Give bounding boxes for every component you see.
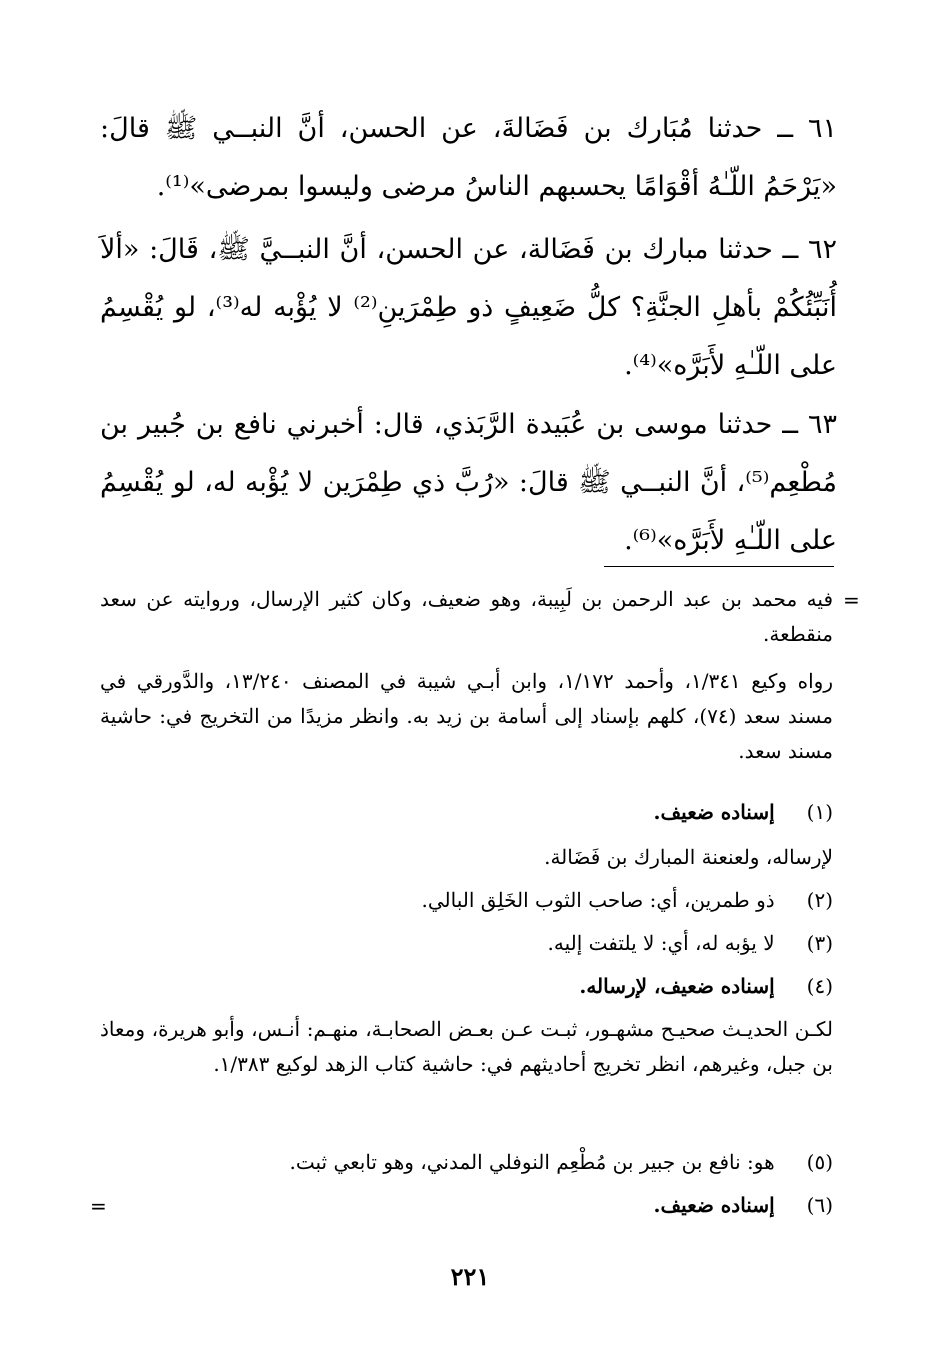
- footnote-1-continued: [544, 840, 833, 875]
- footnote-bold-text: إسناده ضعيف.: [653, 800, 775, 824]
- footnote-carryover-text: فيه محمد بن عبد الرحمن بن لَبِيبة، وهو ضعيف، وكان كثير الإرسال، وروايته عن سعد منقطعة.: [100, 587, 833, 646]
- hadith-62: ٦٢ ــ حدثنا مبارك بن فَضَالة، عن الحسن، أنَّ النبــيَّ ﷺ، قَالَ: «ألاَ أُنَبِّئُكُمْ بأهلِ الجنَّةِ؟ كلُّ ضَعِيفٍ ذو طِمْرَينِ⁽²⁾ لا يُؤْبه له⁽³⁾، لو يُقْسِمُ على اللّـٰهِ لأَبَرَّه»⁽⁴⁾.: [100, 234, 837, 381]
- footnote-carryover-2: [100, 664, 833, 769]
- footnote-4: [579, 969, 833, 1004]
- continuation-mark-bottom: =: [90, 1194, 107, 1218]
- footnote-number: (١): [806, 800, 833, 824]
- footnote-number: (٣): [806, 931, 833, 955]
- hadith-63: ٦٣ ــ حدثنا موسى بن عُبَيدة الرَّبَذي، قال: أخبرني نافع بن جُبير بن مُطْعِم⁽⁵⁾، أنَّ النبــي ﷺ قالَ: «رُبَّ ذي طِمْرَين لا يُؤْبه له، لو يُقْسِمُ على اللّـٰهِ لأَبَرَّه»⁽⁶⁾.: [100, 409, 837, 556]
- footnote-5: [290, 1145, 834, 1180]
- footnote-separator: [604, 566, 834, 567]
- footnote-bold-text: إسناده ضعيف.: [653, 1193, 775, 1217]
- footnote-6: [654, 1188, 833, 1223]
- footnote-number: (٢): [806, 888, 833, 912]
- footnote-text: ذو طمرين، أي: صاحب الثوب الخَلِق البالي.: [421, 888, 775, 912]
- footnote-3: [548, 926, 833, 961]
- continuation-mark-top: =: [843, 588, 860, 612]
- footnote-bold-text: إسناده ضعيف، لإرساله.: [579, 974, 775, 998]
- footnote-carryover: [100, 582, 833, 652]
- footnote-number: (٦): [806, 1193, 833, 1217]
- hadith-61: ٦١ ــ حدثنا مُبَارك بن فَضَالةَ، عن الحسن، أنَّ النبــي ﷺ قالَ: «يَرْحَمُ اللّـٰهُ أقْوَامًا يحسبهم الناسُ مرضى وليسوا بمرضى»⁽¹⁾.: [100, 113, 837, 202]
- page-number: ٢٢١: [450, 1262, 490, 1291]
- footnote-4-continued: [100, 1012, 833, 1082]
- footnote-1: [654, 795, 833, 830]
- footnote-text: هو: نافع بن جبير بن مُطْعِم النوفلي المدني، وهو تابعي ثبت.: [289, 1150, 775, 1174]
- footnote-number: (٥): [806, 1150, 833, 1174]
- footnote-number: (٤): [806, 974, 833, 998]
- footnote-text: لكـن الحديـث صحيـح مشهـور، ثبـت عـن بعـض الصحابـة، منهـم: أنـس، وأبو هريرة، ومعاذ بن جبل، وغيرهم، انظر تخريج أحاديثهم في: حاشية كتاب الزهد لوكيع ١/٣٨٣.: [100, 1017, 833, 1076]
- footnote-text: لإرساله، ولعنعنة المبارك بن فَضَالة.: [544, 845, 833, 869]
- footnote-text: لا يؤبه له، أي: لا يلتفت إليه.: [547, 931, 775, 955]
- footnote-carryover-2-text: رواه وكيع ١/٣٤١، وأحمد ١/١٧٢، وابن أبـي شيبة في المصنف ١٣/٢٤٠، والدَّورقي في مسند سعد (٧٤)، كلهم بإسناد إلى أسامة بن زيد به. وانظر مزيدًا من التخريج في: حاشية مسند سعد.: [100, 669, 833, 763]
- footnote-2: [422, 883, 833, 918]
